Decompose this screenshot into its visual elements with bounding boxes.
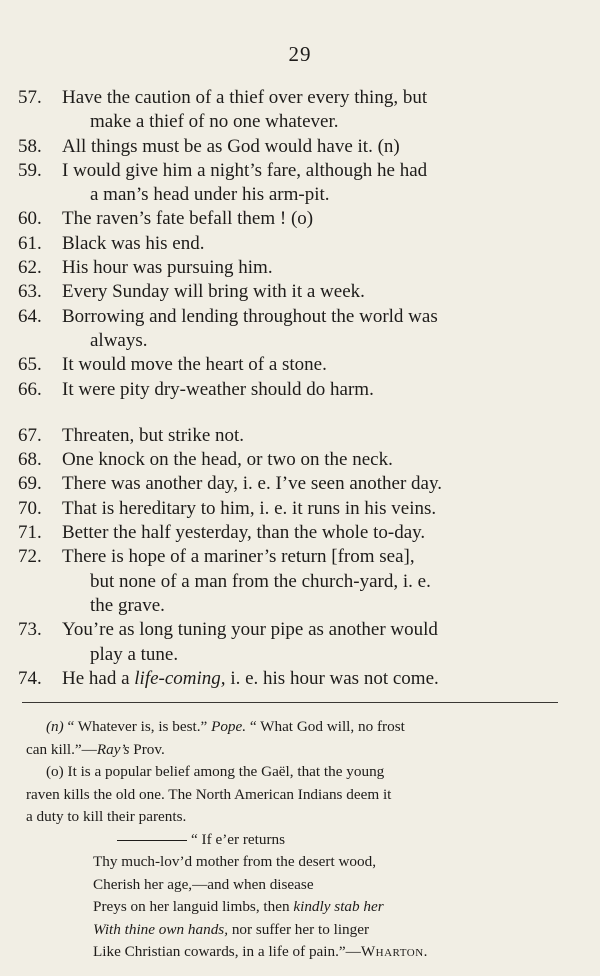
footnote-marker: (o) [46, 763, 64, 780]
verse-line [0, 941, 600, 964]
proverb-line: Borrowing and lending throughout the world was [62, 305, 438, 327]
verse-line [0, 829, 600, 852]
proverb-line: That is hereditary to him, i. e. it runs in his veins. [62, 497, 437, 519]
proverb-line: Every Sunday will bring with it a week. [62, 281, 365, 303]
proverb-item [0, 159, 600, 208]
proverb-line: Black was his end. [62, 232, 205, 254]
proverb-item [0, 353, 600, 377]
footnote-text: can kill.”— [26, 740, 97, 758]
proverb-number: 63. [18, 281, 42, 303]
proverb-number: 70. [18, 497, 42, 519]
proverb-number: 58. [18, 135, 42, 157]
proverb-number: 64. [18, 305, 42, 327]
proverb-text [62, 545, 558, 618]
proverb-item [0, 378, 600, 402]
proverb-line: I would give him a night’s fare, although he had [62, 159, 428, 181]
verse-line [0, 919, 600, 942]
proverb-continuation: make a thief of no one whatever. [90, 111, 339, 133]
proverb-continuation: always. [90, 329, 148, 351]
proverb-number: 74. [18, 667, 42, 689]
verse-line: Thy much-lov’d mother from the desert wood, [93, 853, 377, 870]
proverb-number: 72. [18, 546, 42, 568]
footnote-n-line [0, 739, 600, 762]
proverb-text [62, 86, 558, 135]
proverb-item [0, 305, 600, 354]
proverb-item [0, 472, 600, 496]
footnote-n-line [0, 716, 600, 739]
proverb-line: His hour was pursuing him. [62, 257, 273, 279]
proverb-item [0, 448, 600, 472]
footnote-o-line: raven kills the old one. The North American Indians deem it [26, 785, 392, 803]
proverb-line: Better the half yesterday, than the whole to-day. [62, 522, 426, 544]
proverb-continuation: the grave. [90, 594, 165, 616]
proverb-number: 62. [18, 257, 42, 279]
proverb-text-part: He had a [62, 667, 135, 689]
proverb-number: 71. [18, 522, 42, 544]
section-gap [0, 402, 600, 424]
proverb-text [62, 472, 558, 496]
verse-line: Cherish her age,—and when disease [93, 875, 314, 893]
proverb-text [62, 448, 558, 472]
proverb-number: 68. [18, 449, 42, 471]
proverb-text [62, 256, 558, 280]
verse-attribution: Wharton. [360, 943, 428, 960]
proverb-text [62, 232, 558, 256]
proverb-number: 60. [18, 208, 42, 230]
proverb-item [0, 207, 600, 231]
proverb-text [62, 618, 558, 667]
proverb-line: It would move the heart of a stone. [62, 354, 327, 376]
proverb-line: The raven’s fate befall them ! (o) [62, 208, 314, 230]
proverb-item [0, 618, 600, 667]
footnote-o-line: a duty to kill their parents. [26, 808, 187, 825]
proverb-number: 67. [18, 424, 42, 446]
proverb-item [0, 497, 600, 521]
verse-dash [117, 840, 187, 841]
proverb-line: You’re as long tuning your pipe as another would [62, 619, 438, 641]
proverb-line: One knock on the head, or two on the neck. [62, 449, 393, 471]
proverb-number: 69. [18, 473, 42, 495]
page-number: 29 [288, 42, 312, 66]
proverb-list [0, 86, 600, 691]
proverb-item [0, 86, 600, 135]
proverb-item [0, 135, 600, 159]
proverb-text [62, 667, 558, 691]
proverb-group-first [0, 86, 600, 402]
proverb-item [0, 521, 600, 545]
proverb-item [0, 280, 600, 304]
proverb-number: 65. [18, 354, 42, 376]
proverb-text [62, 497, 558, 521]
proverb-text [62, 424, 558, 448]
proverb-text [62, 207, 558, 231]
proverb-group-second [0, 424, 600, 667]
footnotes [0, 716, 600, 964]
verse-italic: kindly stab her [293, 898, 384, 915]
verse-text: Like Christian cowards, in a life of pain.”— [93, 943, 361, 960]
proverb-number: 73. [18, 619, 42, 641]
footnote-citation: Pope. [211, 718, 247, 735]
footnote-marker: (n) [46, 718, 64, 735]
proverb-item [0, 232, 600, 256]
footnote-text: “ What God will, no frost [246, 718, 405, 735]
proverb-item [0, 545, 600, 618]
proverb-item [0, 256, 600, 280]
footnote-text: It is a popular belief among the Gaël, that the young [63, 763, 385, 780]
proverb-text [62, 353, 558, 377]
proverb-item [0, 667, 600, 691]
proverb-text [62, 135, 558, 159]
proverb-number: 61. [18, 232, 42, 254]
footnote-text: “ Whatever is, is best.” [63, 718, 212, 735]
proverb-text [62, 521, 558, 545]
proverb-line: All things must be as God would have it. (n) [62, 135, 400, 157]
proverb-number: 59. [18, 159, 42, 181]
proverb-text [62, 305, 558, 354]
proverb-line: There was another day, i. e. I’ve seen another day. [62, 473, 442, 495]
proverb-text [62, 378, 558, 402]
proverb-continuation: play a tune. [90, 643, 179, 665]
proverb-line: Have the caution of a thief over every thing, but [62, 87, 428, 108]
proverb-continuation: but none of a man from the church-yard, i. e. [90, 570, 431, 592]
proverb-line: Threaten, but strike not. [62, 424, 245, 446]
proverb-line: It were pity dry-weather should do harm. [62, 378, 374, 400]
verse-italic: With thine own hands, [93, 920, 229, 938]
proverb-number: 57. [18, 87, 42, 108]
proverb-continuation: a man’s head under his arm-pit. [90, 184, 330, 206]
proverb-number: 66. [18, 378, 42, 400]
proverb-line: There is hope of a mariner’s return [from sea], [62, 546, 415, 568]
verse-line [0, 896, 600, 919]
footnote-divider [22, 702, 558, 703]
proverb-text-part: i. e. his hour was not come. [225, 667, 439, 689]
proverb-italic-term: life-coming, [134, 667, 226, 689]
proverb-text [62, 280, 558, 304]
footnote-text: Prov. [129, 740, 165, 758]
verse-text: “ If e’er returns [191, 830, 286, 848]
footnote-citation: Ray’s [96, 740, 130, 758]
footnote-o-line [0, 761, 600, 784]
proverb-item [0, 424, 600, 448]
verse-text: Preys on her languid limbs, then [93, 898, 294, 915]
verse-text: nor suffer her to linger [228, 920, 370, 938]
proverb-text [62, 159, 558, 208]
